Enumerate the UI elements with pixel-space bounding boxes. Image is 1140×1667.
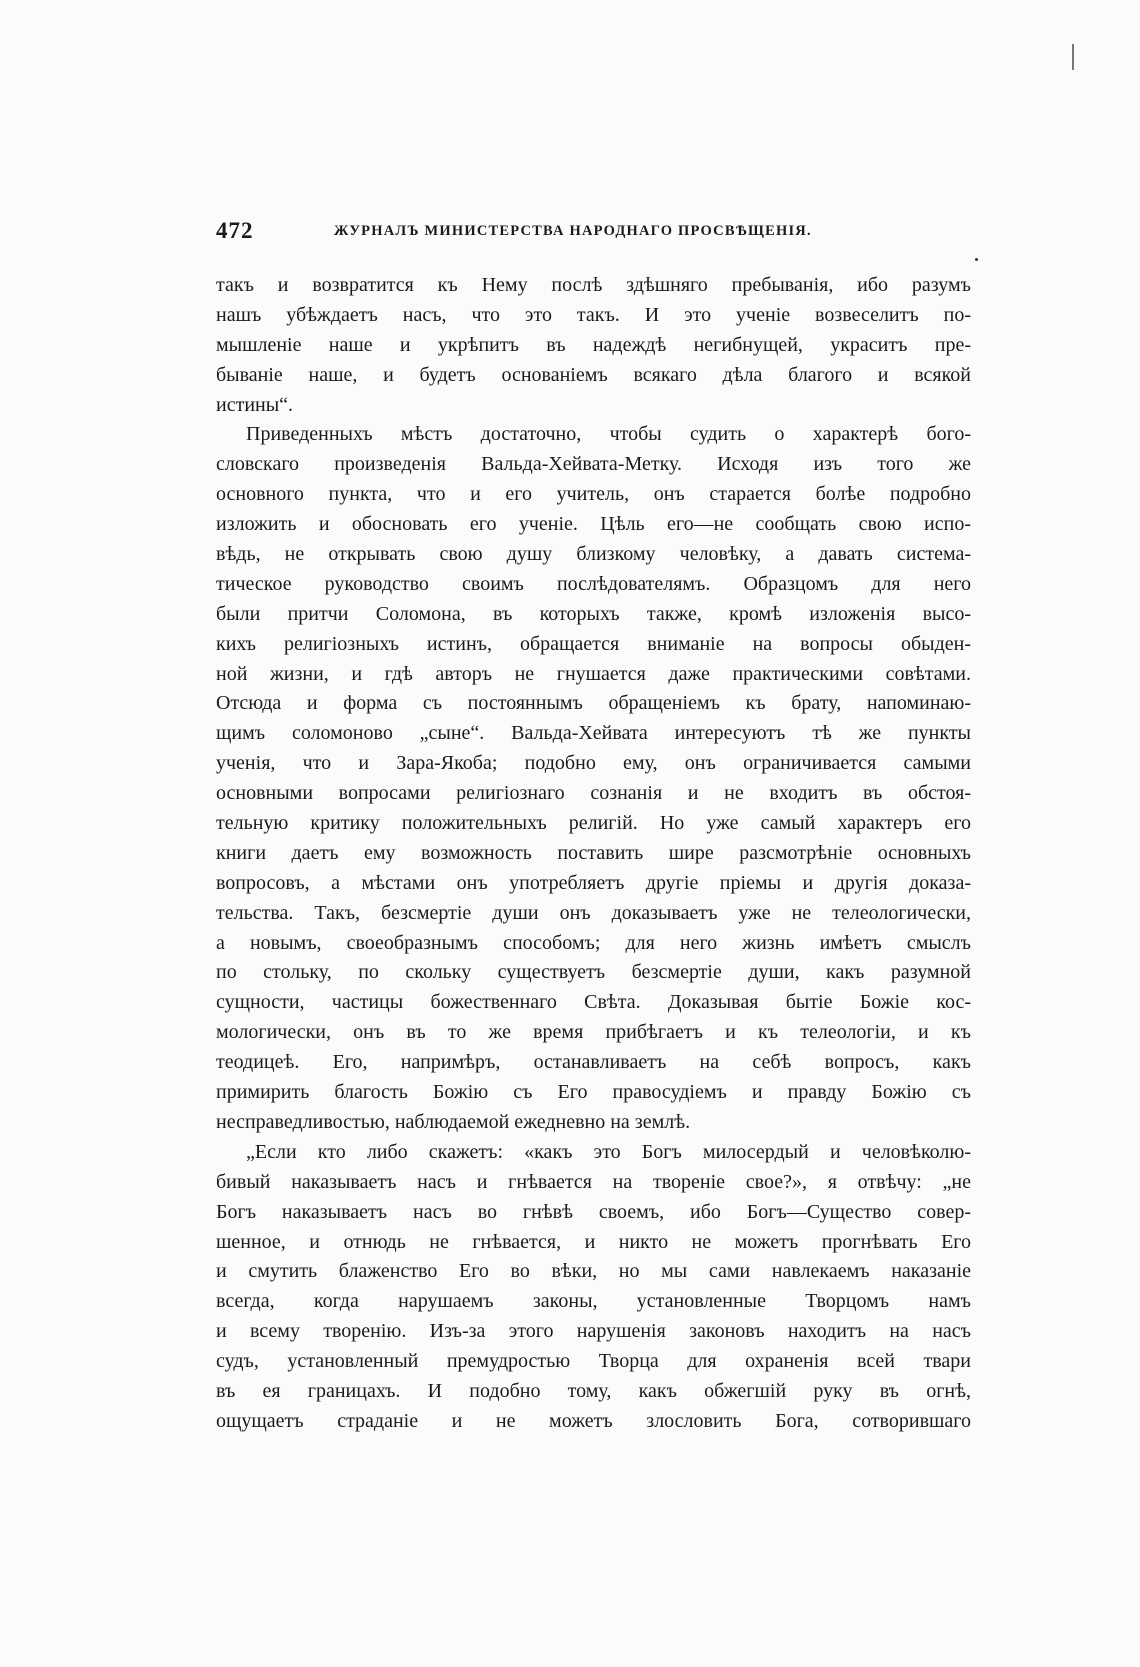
paragraph-1	[216, 271, 971, 420]
text-line: Приведенныхъ мѣстъ достаточно, чтобы судить о характерѣ бого-	[246, 423, 971, 446]
text-line: мышленіе наше и укрѣпитъ въ надеждѣ негибнущей, украситъ пре-	[216, 333, 971, 356]
text-line: словскаго произведенія Вальда-Хейвата-Метку. Исходя изъ того же	[216, 453, 971, 476]
text-line: щимъ соломоново „сыне“. Вальда-Хейвата интересуютъ тѣ же пункты	[216, 722, 971, 745]
text-line: кихъ религіозныхъ истинъ, обращается вниманіе на вопросы обыден-	[216, 632, 971, 655]
text-line: вѣдь, не открывать свою душу близкому человѣку, а давать система-	[216, 543, 971, 566]
text-line: были притчи Соломона, въ которыхъ также, кромѣ изложенія высо-	[216, 602, 971, 625]
text-line: ной жизни, и гдѣ авторъ не гнушается даже практическими совѣтами.	[216, 662, 971, 685]
text-line: всегда, когда нарушаемъ законы, установленные Творцомъ намъ	[216, 1290, 971, 1313]
text-line: примирить благость Божію съ Его правосудіемъ и правду Божію съ	[216, 1081, 971, 1104]
text-line: изложить и обосновать его ученіе. Цѣль его—не сообщать свою испо-	[216, 513, 971, 536]
text-line: бивый наказываетъ насъ и гнѣвается на твореніе свое?», я отвѣчу: „не	[216, 1170, 971, 1193]
text-line: ученія, что и Зара-Якоба; подобно ему, онъ ограничивается самыми	[216, 752, 971, 775]
text-line: нашъ убѣждаетъ насъ, что это такъ. И это ученіе возвеселитъ по-	[216, 303, 971, 326]
running-head	[216, 218, 971, 252]
text-line: тельную критику положительныхъ религій. Но уже самый характеръ его	[216, 812, 971, 835]
text-line: и смутить блаженство Его во вѣки, но мы сами навлекаемъ наказаніе	[216, 1260, 971, 1283]
text-line: вопросовъ, а мѣстами онъ употребляетъ другіе пріемы и другія доказа-	[216, 871, 971, 894]
text-line: основными вопросами религіознаго сознанія и не входитъ въ обстоя-	[216, 782, 971, 805]
text-line: Богъ наказываетъ насъ во гнѣвѣ своемъ, ибо Богъ—Существо совер-	[216, 1200, 971, 1223]
text-line: мологически, онъ въ то же время прибѣгаетъ и къ телеологіи, и къ	[216, 1021, 971, 1044]
text-line: по стольку, по скольку существуетъ безсмертіе души, какъ разумной	[216, 961, 971, 984]
text-line: ощущаетъ страданіе и не можетъ злословить Бога, сотворившаго	[216, 1409, 971, 1432]
paragraph-2	[216, 420, 971, 1137]
text-line: теодицеѣ. Его, напримѣръ, останавливаетъ на себѣ вопросъ, какъ	[216, 1051, 971, 1074]
text-line: и всему творенію. Изъ-за этого нарушенія законовъ находитъ на насъ	[216, 1320, 971, 1343]
text-line: сущности, частицы божественнаго Свѣта. Доказывая бытіе Божіе кос-	[216, 991, 971, 1014]
paragraph-3	[216, 1138, 971, 1437]
text-line: въ ея границахъ. И подобно тому, какъ обжегшій руку въ огнѣ,	[216, 1379, 971, 1402]
text-line: „Если кто либо скажетъ: «какъ это Богъ милосердый и человѣколю-	[246, 1140, 971, 1163]
text-line: такъ и возвратится къ Нему послѣ здѣшняго пребыванія, ибо разумъ	[216, 274, 971, 296]
text-line: истины“.	[216, 393, 294, 416]
scan-dot-mark	[975, 258, 978, 261]
text-line: бываніе наше, и будетъ основаніемъ всякаго дѣла благого и всякой	[216, 363, 971, 386]
text-line: несправедливостью, наблюдаемой ежедневно на землѣ.	[216, 1110, 691, 1133]
page-number: 472	[216, 218, 254, 243]
text-line: судъ, установленный премудростью Творца для охраненія всей твари	[216, 1350, 971, 1373]
text-line: шенное, и отнюдь не гнѣвается, и никто не можетъ прогнѣвать Его	[216, 1230, 971, 1253]
text-line: книги даетъ ему возможность поставить шире разсмотрѣніе основныхъ	[216, 841, 971, 864]
text-line: тельства. Такъ, безсмертіе души онъ доказываетъ уже не телеологически,	[216, 901, 971, 924]
text-line: а новымъ, своеобразнымъ способомъ; для него жизнь имѣетъ смыслъ	[216, 931, 971, 954]
text-line: Отсюда и форма съ постояннымъ обращеніемъ къ брату, напоминаю-	[216, 692, 971, 715]
main-text	[216, 271, 971, 1437]
text-line: тическое руководство своимъ послѣдователямъ. Образцомъ для него	[216, 572, 971, 595]
scan-edge-mark	[1072, 44, 1074, 70]
journal-title: ЖУРНАЛЪ МИНИСТЕРСТВА НАРОДНАГО ПРОСВѢЩЕНІЯ.	[334, 223, 812, 239]
text-line: основного пункта, что и его учитель, онъ старается болѣе подробно	[216, 483, 971, 506]
